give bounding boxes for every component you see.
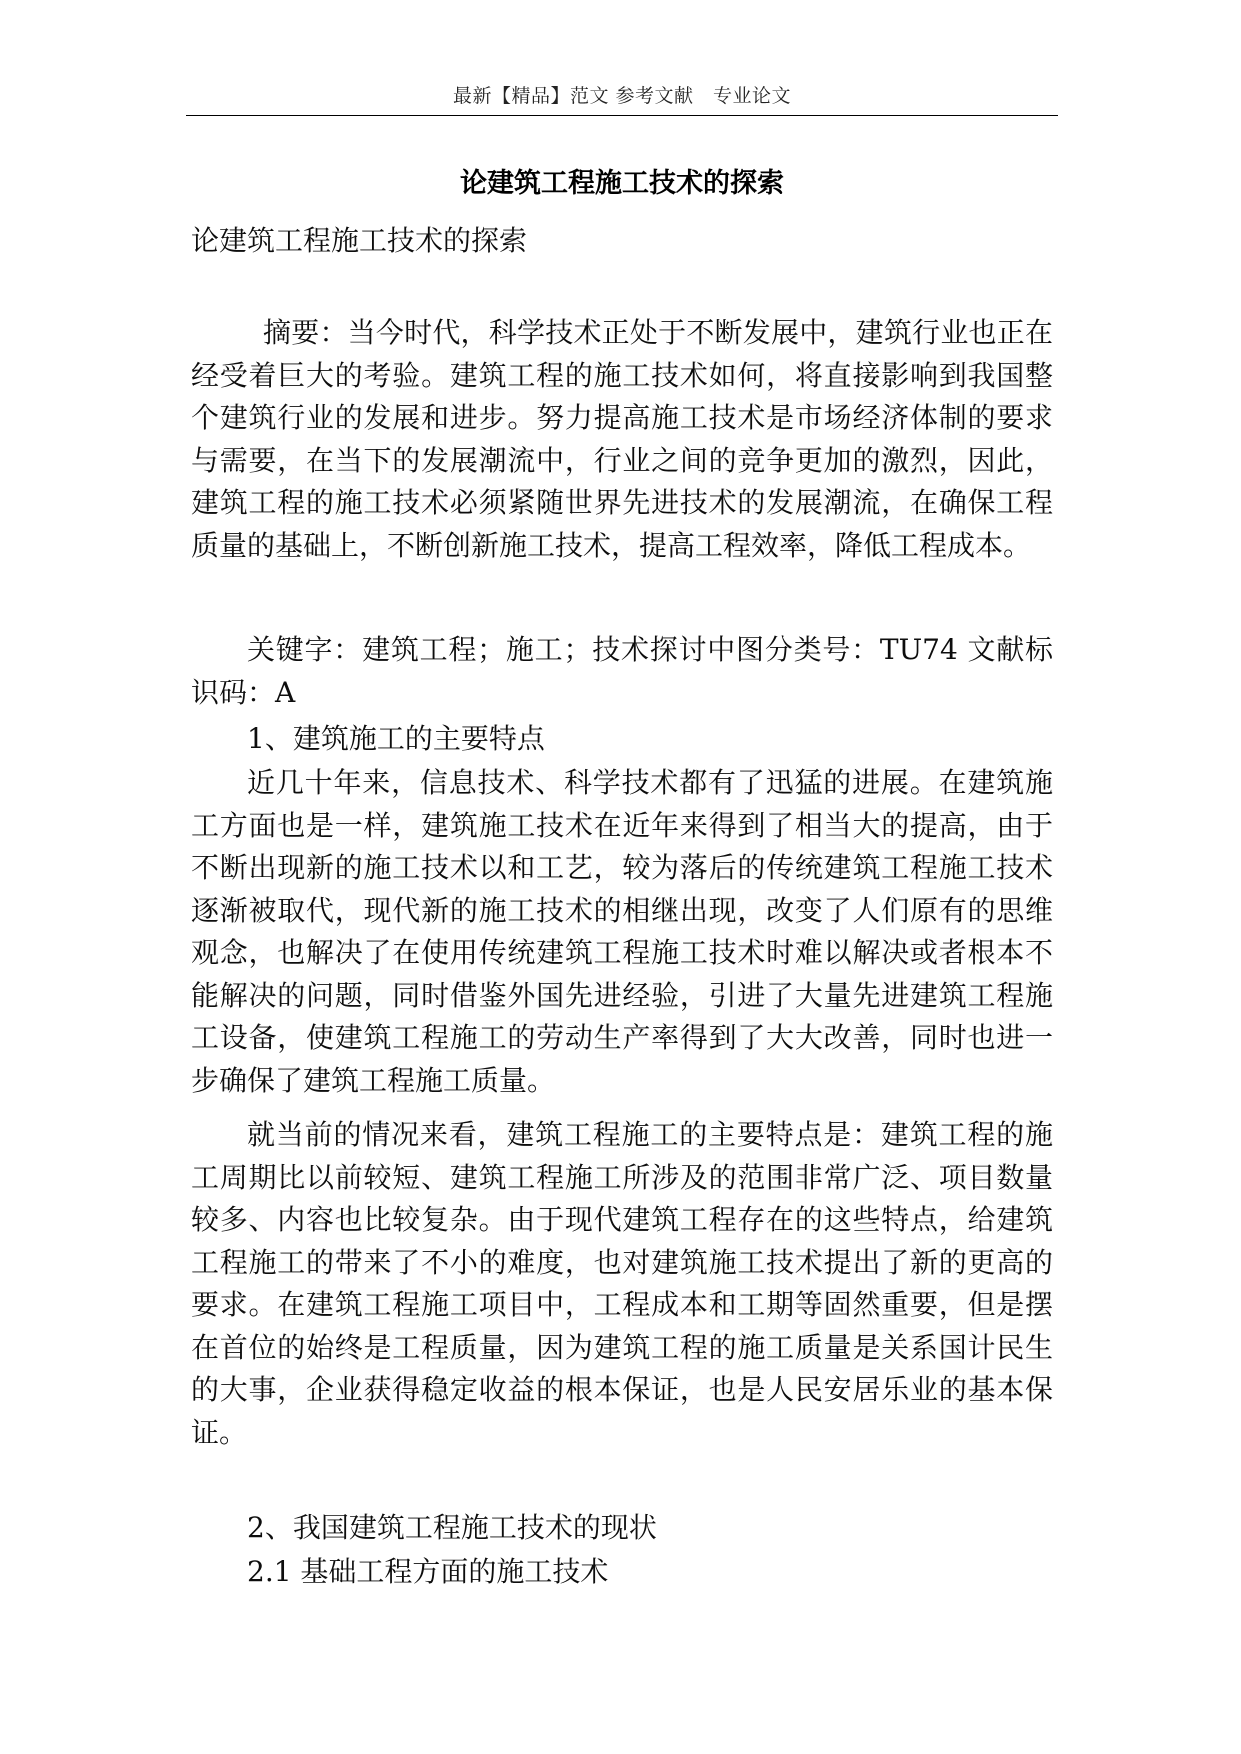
section-heading-2: 2、我国建筑工程施工技术的现状	[247, 1511, 657, 1544]
running-header: 最新【精品】范文 参考文献 专业论文	[452, 85, 792, 107]
document-subtitle: 论建筑工程施工技术的探索	[191, 224, 528, 257]
body-paragraph-2: 就当前的情况来看，建筑工程施工的主要特点是：建筑工程的施工周期比以前较短、建筑工程施工所涉及的范围非常广泛、项目数量较多、内容也比较复杂。由于现代建筑工程存在的这些特点，给建筑工程施工的带来了不小的难度，也对建筑施工技术提出了新的更高的要求。在建筑工程施工项目中，工程成本和工期等固然重要，但是摆在首位的始终是工程质量，因为建筑工程的施工质量是关系国计民生的大事，企业获得稳定收益的根本保证，也是人民安居乐业的基本保证。	[191, 1118, 1053, 1449]
keywords-paragraph: 关键字：建筑工程；施工；技术探讨中图分类号：TU74 文献标识码：A	[191, 633, 1053, 709]
abstract-paragraph: 摘要：当今时代，科学技术正处于不断发展中，建筑行业也正在经受着巨大的考验。建筑工程的施工技术如何，将直接影响到我国整个建筑行业的发展和进步。努力提高施工技术是市场经济体制的要求与需要，在当下的发展潮流中，行业之间的竞争更加的激烈，因此，建筑工程的施工技术必须紧随世界先进技术的发展潮流，在确保工程质量的基础上，不断创新施工技术，提高工程效率，降低工程成本。	[191, 316, 1053, 562]
body-paragraph-1: 近几十年来，信息技术、科学技术都有了迅猛的进展。在建筑施工方面也是一样，建筑施工技术在近年来得到了相当大的提高，由于不断出现新的施工技术以和工艺，较为落后的传统建筑工程施工技术逐渐被取代，现代新的施工技术的相继出现，改变了人们原有的思维观念，也解决了在使用传统建筑工程施工技术时难以解决或者根本不能解决的问题，同时借鉴外国先进经验，引进了大量先进建筑工程施工设备，使建筑工程施工的劳动生产率得到了大大改善，同时也进一步确保了建筑工程施工质量。	[191, 766, 1053, 1097]
section-heading-1: 1、建筑施工的主要特点	[247, 722, 545, 755]
header-divider	[186, 115, 1058, 116]
subsection-heading-2-1: 2.1 基础工程方面的施工技术	[247, 1555, 609, 1588]
document-title: 论建筑工程施工技术的探索	[460, 168, 784, 199]
